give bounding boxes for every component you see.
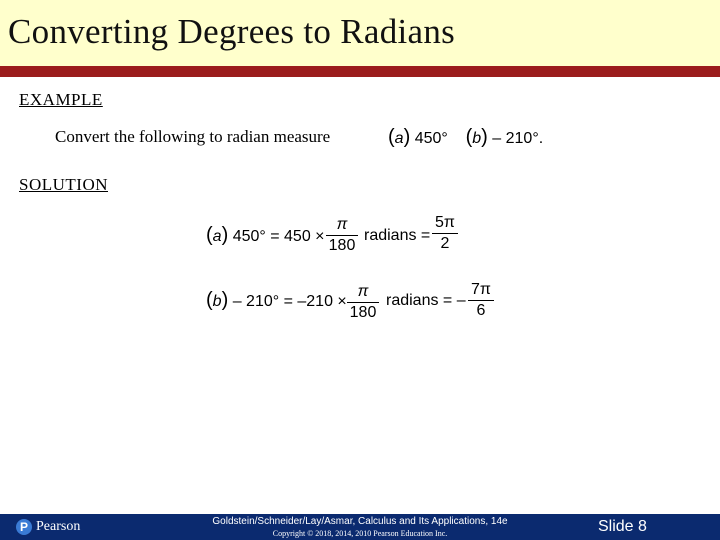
solution-b-frac1-num: π — [357, 283, 369, 300]
title-rule — [0, 66, 720, 77]
problem-b-value: – 210°. — [492, 130, 544, 147]
problem-expression: (a) 450° (b) – 210°. — [388, 126, 544, 148]
solution-b-mid: radians = – — [386, 292, 466, 309]
solution-a-label: a — [212, 228, 222, 245]
problem-a-label: a — [394, 130, 404, 147]
problem-text: Convert the following to radian measure — [55, 127, 331, 146]
solution-a-frac1-num: π — [336, 216, 348, 233]
pearson-logo-letter: P — [19, 520, 28, 534]
problem-b-label: b — [472, 130, 482, 147]
solution-a-fraction-pi — [326, 216, 358, 255]
footer-copyright: Copyright © 2018, 2014, 2010 Pearson Education Inc. — [272, 529, 448, 538]
footer-citation: Goldstein/Schneider/Lay/Asmar, Calculus and Its Applications, 14e — [212, 516, 508, 527]
slide-title: Converting Degrees to Radians — [8, 12, 456, 51]
solution-b-equation: – 210° = –210 × — [232, 293, 347, 310]
solution-b-frac2-num: 7π — [471, 281, 491, 298]
solution-a-lhs: (a) 450° = 450 × — [206, 224, 325, 246]
solution-a-mid: radians = — [364, 227, 431, 244]
solution-b-result-fraction — [468, 281, 494, 320]
solution-b-label: b — [212, 293, 222, 310]
slide-number: Slide 8 — [598, 518, 647, 535]
pearson-logo-text: Pearson — [36, 519, 81, 534]
problem-statement — [55, 127, 330, 147]
solution-b-fraction-pi — [347, 283, 379, 322]
solution-a-frac1-den: 180 — [326, 235, 358, 255]
solution-a-result-fraction — [432, 214, 458, 253]
solution-b-frac2-den: 6 — [468, 300, 494, 320]
problem-a-value: 450° — [414, 130, 448, 147]
solution-a-frac2-num: 5π — [435, 214, 455, 231]
example-heading: EXAMPLE — [19, 90, 103, 109]
solution-b-lhs: (b) – 210° = –210 × — [206, 289, 347, 311]
solution-heading: SOLUTION — [19, 175, 108, 194]
solution-b-frac1-den: 180 — [347, 302, 379, 322]
solution-a-equation: 450° = 450 × — [232, 228, 325, 245]
solution-a-frac2-den: 2 — [432, 233, 458, 253]
